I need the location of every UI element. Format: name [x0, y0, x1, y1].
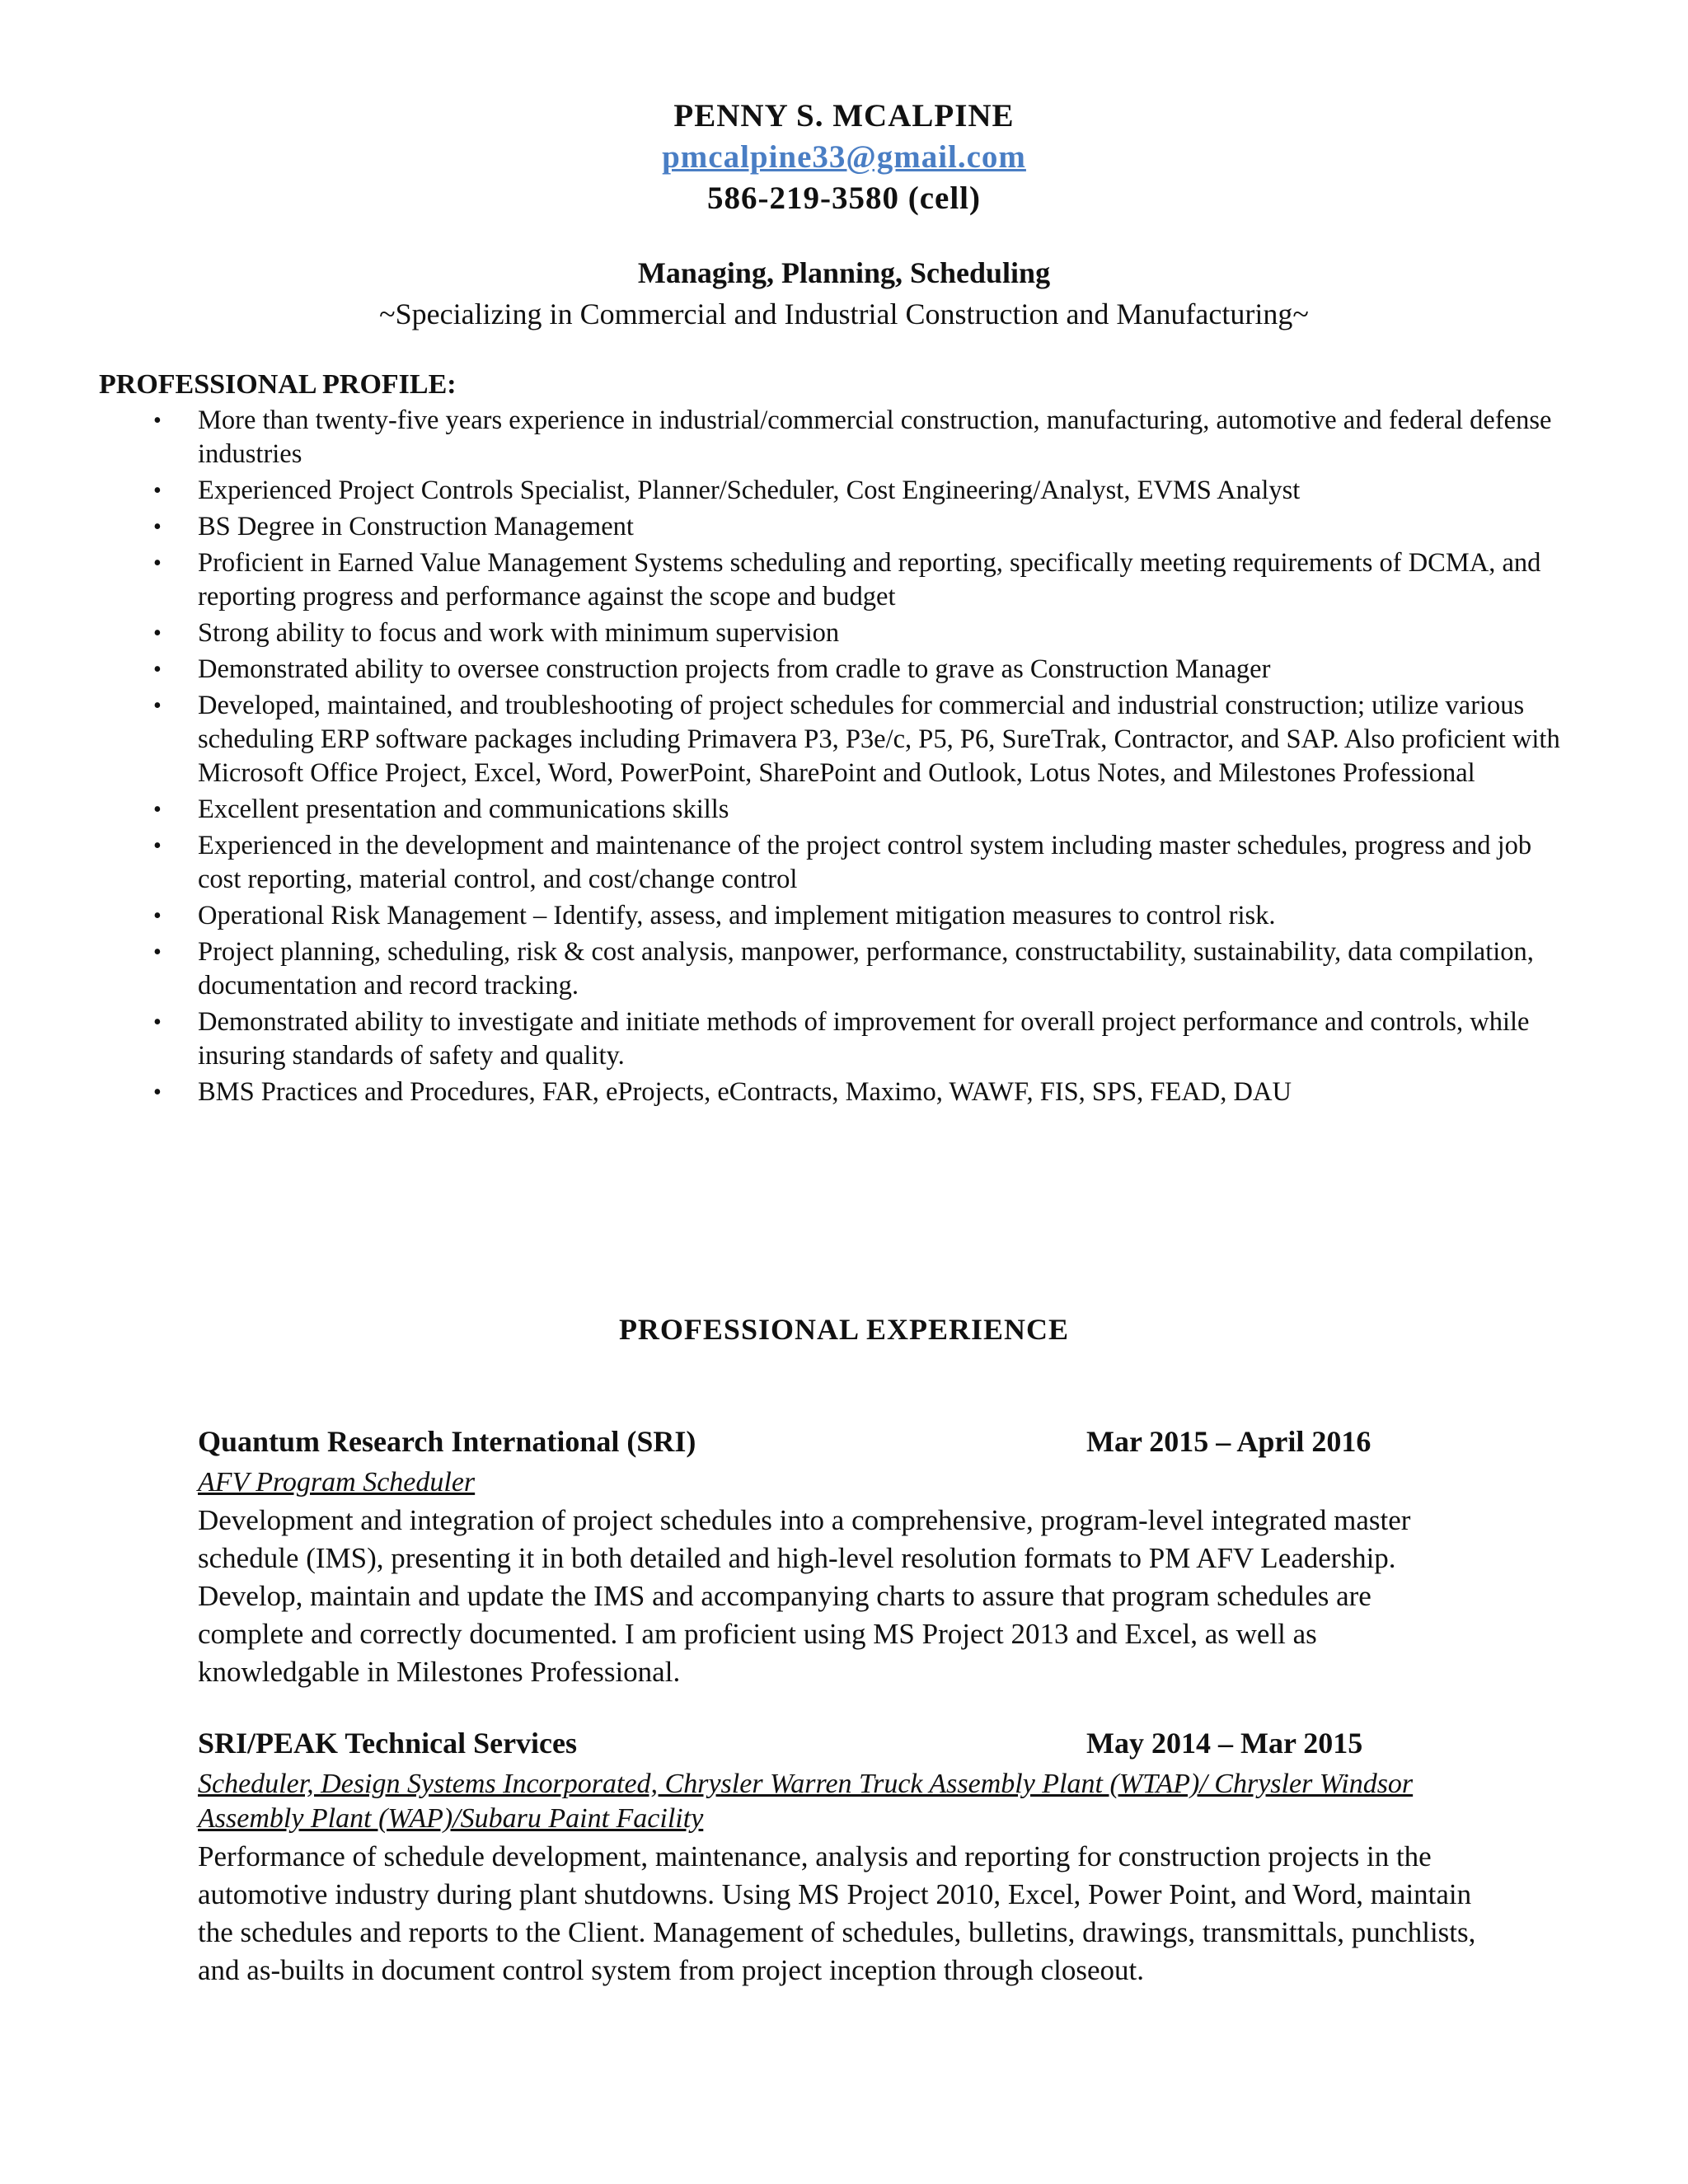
profile-bullet-text: Strong ability to focus and work with minimum supervision [198, 618, 840, 648]
job-header-row [198, 1726, 1484, 1767]
bullet-icon: • [153, 1080, 162, 1105]
profile-bullet-text: Experienced in the development and maintenance of the project control system including master schedules, progress and job cost reporting, material control, and cost/change control [198, 831, 1532, 894]
bullet-icon: • [153, 693, 162, 719]
profile-bullet-text: BMS Practices and Procedures, FAR, eProjects, eContracts, Maximo, WAWF, FIS, SPS, FEAD, DAU [198, 1077, 1292, 1107]
profile-bullet [0, 653, 1688, 687]
profile-bullet-text: Operational Risk Management – Identify, assess, and implement mitigation measures to control risk. [198, 901, 1276, 930]
bullet-icon: • [153, 551, 162, 576]
profile-bullet-text: BS Degree in Construction Management [198, 512, 634, 541]
bullet-icon: • [153, 797, 162, 823]
job-description: Performance of schedule development, maintenance, analysis and reporting for construction projects in the automotive industry during plant shutdowns. Using MS Project 2010, Excel, Power Point, and Word, maintain the schedules and reports to the Client. Management of schedules, bulletins, drawings, transmittals, punchlists, and as-builts in document control system from project inception through closeout. [198, 1840, 1476, 1986]
profile-heading: PROFESSIONAL PROFILE: [99, 369, 457, 400]
profile-bullet-text: Excellent presentation and communications skills [198, 794, 729, 824]
job-header-row [198, 1424, 1484, 1465]
bullet-icon: • [153, 514, 162, 540]
bullet-icon: • [153, 621, 162, 646]
profile-bullet-list [0, 404, 1688, 1112]
profile-bullet [0, 793, 1688, 827]
profile-bullet [0, 510, 1688, 544]
profile-bullet [0, 616, 1688, 650]
profile-bullet [0, 474, 1688, 508]
job-title: Scheduler, Design Systems Incorporated, Chrysler Warren Truck Assembly Plant (WTAP)/ Chrysler Windsor Assembly Plant (WAP)/Subaru Paint Facility [198, 1769, 1414, 1834]
job-dates: May 2014 – Mar 2015 [1086, 1727, 1363, 1760]
profile-bullet [0, 899, 1688, 933]
profile-bullet-text: More than twenty-five years experience in industrial/commercial construction, manufacturing, automotive and federal defense industries [198, 405, 1552, 469]
profile-bullet [0, 935, 1688, 1003]
experience-heading: PROFESSIONAL EXPERIENCE [618, 1313, 1070, 1346]
bullet-icon: • [153, 903, 162, 929]
bullet-icon: • [153, 940, 162, 965]
bullet-icon: • [153, 1010, 162, 1035]
job-entry-sri-peak [198, 1726, 1484, 1990]
subtagline: ~Specializing in Commercial and Industrial Construction and Manufacturing~ [379, 298, 1309, 330]
email-link[interactable]: pmcalpine33@gmail.com [662, 139, 1026, 175]
job-description: Development and integration of project schedules into a comprehensive, program-level integrated master schedule (IMS), presenting it in both detailed and high-level resolution formats to PM AFV Leadership. Develop, maintain and update the IMS and accompanying charts to assure that program schedules are complete and correctly documented. I am proficient using MS Project 2013 and Excel, as well as knowledgable in Milestones Professional. [198, 1504, 1411, 1688]
profile-bullet-text: Proficient in Earned Value Management Systems scheduling and reporting, specifically meeting requirements of DCMA, and reporting progress and performance against the scope and budget [198, 548, 1541, 612]
tagline: Managing, Planning, Scheduling [637, 256, 1051, 289]
profile-bullet [0, 1005, 1688, 1073]
profile-bullet-text: Demonstrated ability to investigate and initiate methods of improvement for overall project performance and controls, while insuring standards of safety and quality. [198, 1007, 1530, 1071]
profile-bullet [0, 689, 1688, 790]
job-entry-quantum [198, 1424, 1484, 1691]
bullet-icon: • [153, 478, 162, 504]
phone-number: 586-219-3580 (cell) [707, 180, 981, 216]
job-company: Quantum Research International (SRI) [198, 1425, 696, 1458]
job-title: AFV Program Scheduler [198, 1467, 476, 1497]
profile-bullet-text: Experienced Project Controls Specialist, Planner/Scheduler, Cost Engineering/Analyst, EVMS Analyst [198, 476, 1301, 505]
profile-bullet [0, 829, 1688, 897]
job-dates: Mar 2015 – April 2016 [1086, 1425, 1372, 1458]
profile-bullet-text: Project planning, scheduling, risk & cost analysis, manpower, performance, constructability, sustainability, data compilation, documentation and record tracking. [198, 937, 1534, 1001]
bullet-icon: • [153, 833, 162, 859]
profile-bullet [0, 546, 1688, 614]
profile-bullet [0, 1076, 1688, 1109]
profile-bullet-text: Demonstrated ability to oversee construction projects from cradle to grave as Construction Manager [198, 654, 1271, 684]
bullet-icon: • [153, 657, 162, 682]
job-company: SRI/PEAK Technical Services [198, 1727, 578, 1760]
candidate-name: PENNY S. MCALPINE [673, 98, 1015, 134]
profile-bullet [0, 404, 1688, 471]
profile-bullet-text: Developed, maintained, and troubleshooting of project schedules for commercial and industrial construction; utilize various scheduling ERP software packages including Primavera P3, P3e/c, P5, P6, SureTrak, Contractor, and SAP. Also proficient with Microsoft Office Project, Excel, Word, PowerPoint, SharePoint and Outlook, Lotus Notes, and Milestones Professional [198, 691, 1560, 788]
bullet-icon: • [153, 408, 162, 434]
